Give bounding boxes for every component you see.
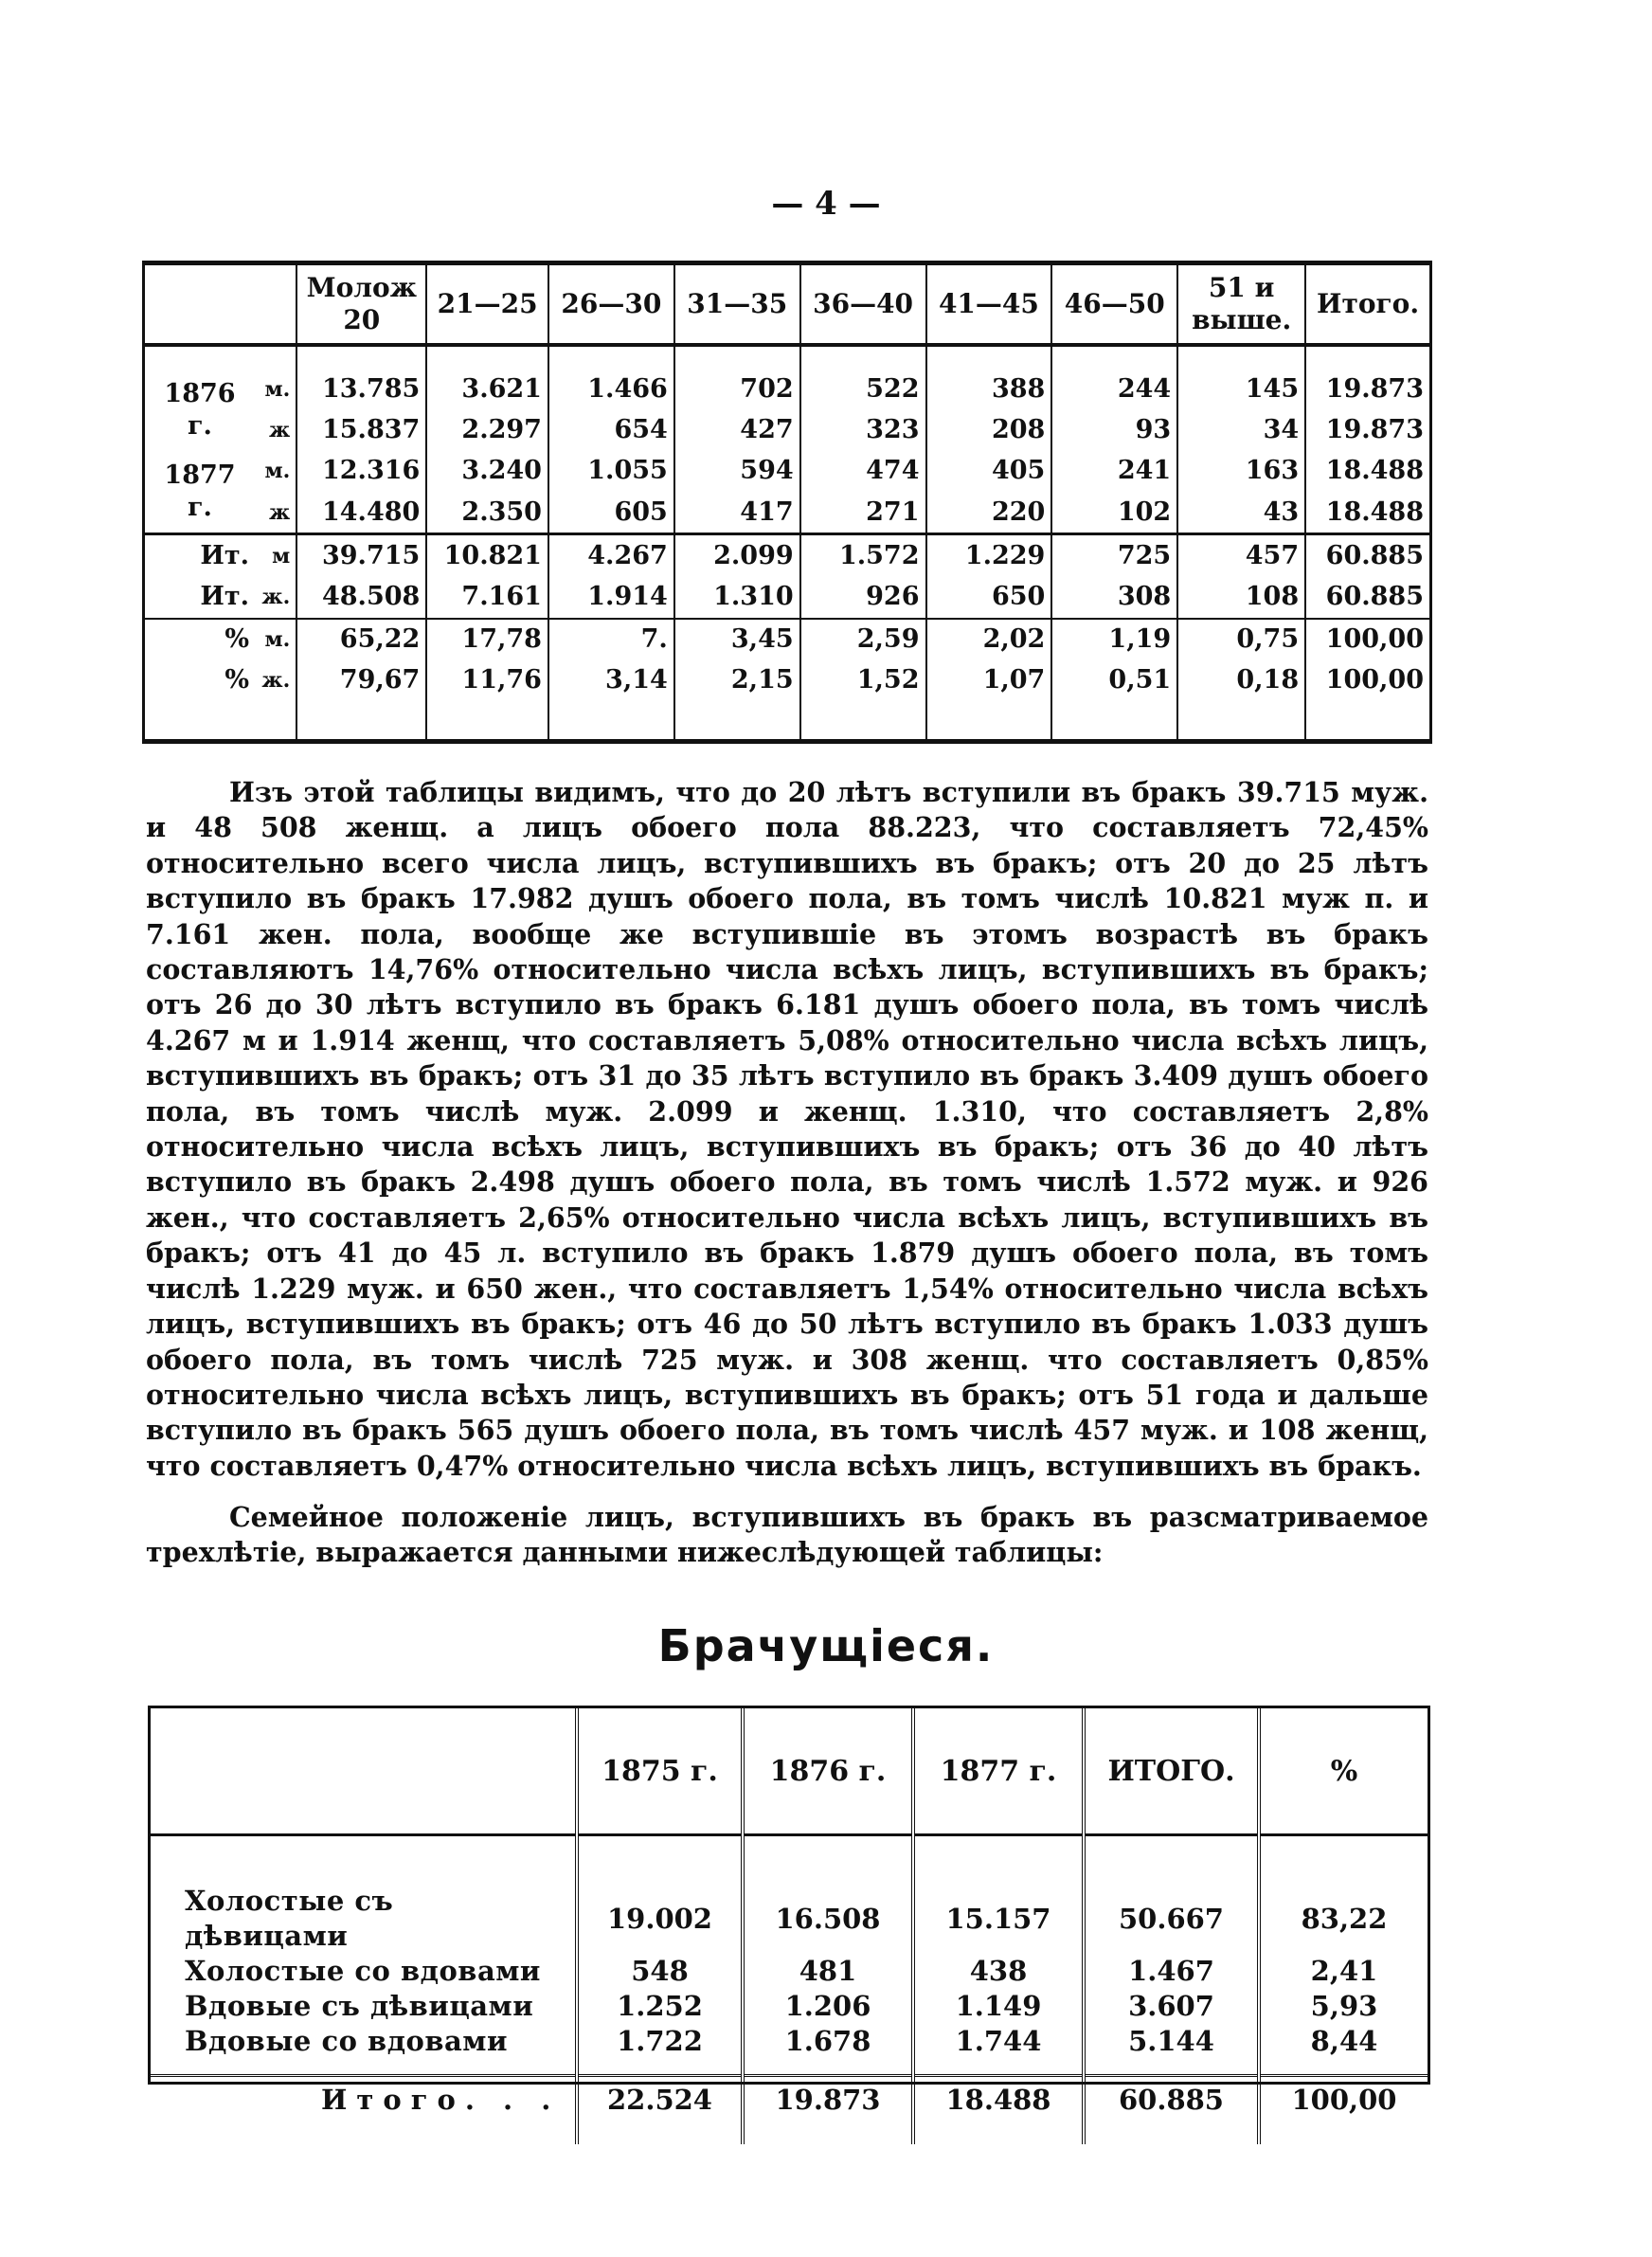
table-cell: 17,78 — [426, 619, 548, 660]
table-cell: 48.508 — [296, 577, 426, 619]
corner-cell — [151, 1708, 577, 1835]
table-cell: 241 — [1051, 451, 1177, 492]
col-header: 21—25 — [426, 265, 548, 345]
table-cell: 3.621 — [426, 370, 548, 410]
table-cell: 522 — [800, 370, 926, 410]
table-cell: 605 — [548, 492, 674, 534]
table-cell: 34 — [1177, 410, 1305, 451]
table-heading: Брачущіеся. — [657, 1620, 995, 1671]
table-cell: 1,52 — [800, 660, 926, 701]
table-cell: 1.466 — [548, 370, 674, 410]
year-label: 1876 г. — [164, 378, 236, 441]
table-cell: 19.873 — [1305, 370, 1429, 410]
table-row — [151, 2024, 1428, 2059]
table-cell: 100,00 — [1305, 660, 1429, 701]
table-cell: 7.161 — [426, 577, 548, 619]
col-header: 1876 г. — [743, 1708, 913, 1835]
table-cell: 102 — [1051, 492, 1177, 534]
table-cell: 5.144 — [1084, 2024, 1259, 2059]
table-cell: 1.744 — [913, 2024, 1084, 2059]
table-cell: 457 — [1177, 534, 1305, 577]
table-row — [151, 1835, 1428, 1955]
table-cell: 548 — [577, 1954, 743, 1989]
table-cell: 208 — [926, 410, 1052, 451]
table-cell: 79,67 — [296, 660, 426, 701]
table-cell: 16.508 — [743, 1835, 913, 1955]
table-cell: 5,93 — [1259, 1989, 1428, 2024]
table-row — [145, 619, 1429, 660]
table-cell: 926 — [800, 577, 926, 619]
table-cell: 702 — [674, 370, 800, 410]
table-cell: 650 — [926, 577, 1052, 619]
table-cell: 323 — [800, 410, 926, 451]
table-cell: 220 — [926, 492, 1052, 534]
col-header: 46—50 — [1051, 265, 1177, 345]
table-cell: 19.873 — [743, 2076, 913, 2145]
total-label: Итого. . . — [151, 2076, 577, 2145]
col-header: Итого. — [1305, 265, 1429, 345]
paragraph-intro: Семейное положеніе лицъ, вступившихъ въ бракъ въ разсматриваемое трехлѣтіе, выражается данными нижеслѣдующей таблицы: — [146, 1501, 1428, 1569]
table-cell: 100,00 — [1259, 2076, 1428, 2145]
sex-label: м. — [264, 459, 291, 484]
table-cell: 1.252 — [577, 1989, 743, 2024]
table-cell: 2,15 — [674, 660, 800, 701]
table-cell: 427 — [674, 410, 800, 451]
row-label: Вдовые съ дѣвицами — [185, 1990, 534, 2022]
marital-status-table — [148, 1706, 1430, 2116]
sex-label: м. — [255, 619, 296, 660]
table-cell: 0,75 — [1177, 619, 1305, 660]
table-cell: 271 — [800, 492, 926, 534]
table-cell: 4.267 — [548, 534, 674, 577]
table-cell: 93 — [1051, 410, 1177, 451]
table-row — [145, 492, 1429, 534]
col-header: 26—30 — [548, 265, 674, 345]
row-label: Ит. — [145, 534, 255, 577]
col-header: Молож 20 — [296, 265, 426, 345]
table-cell: 1,19 — [1051, 619, 1177, 660]
row-label: Вдовые со вдовами — [185, 2025, 509, 2057]
corner-cell — [145, 265, 296, 345]
table-row — [145, 577, 1429, 619]
table-cell: 18.488 — [1305, 451, 1429, 492]
col-header: 36—40 — [800, 265, 926, 345]
col-header: 1875 г. — [577, 1708, 743, 1835]
total-row — [151, 2076, 1428, 2145]
table-cell: 60.885 — [1305, 534, 1429, 577]
table-cell: 1.055 — [548, 451, 674, 492]
table-cell: 13.785 — [296, 370, 426, 410]
table-cell: 2,41 — [1259, 1954, 1428, 1989]
table-cell: 474 — [800, 451, 926, 492]
table-cell: 39.715 — [296, 534, 426, 577]
col-header: 51 и выше. — [1177, 265, 1305, 345]
paragraph-analysis: Изъ этой таблицы видимъ, что до 20 лѣтъ вступили въ бракъ 39.715 муж. и 48 508 женщ. а лицъ обоего пола 88.223, что составляетъ 72,45% относительно всего числа лицъ, вступившихъ въ бракъ; отъ 20 до 25 лѣтъ вступило въ бракъ 17.982 душъ обоего пола, въ томъ числѣ 10.821 муж п. и 7.161 жен. пола, вообще же вступившіе въ этомъ возрастѣ въ бракъ составляютъ 14,76% относительно числа всѣхъ лицъ, вступившихъ въ бракъ; отъ 26 до 30 лѣтъ вступило въ бракъ 6.181 душъ обоего пола, въ томъ числѣ 4.267 м и 1.914 женщ, что составляетъ 5,08% относительно числа всѣхъ лицъ, вступившихъ въ бракъ; отъ 31 до 35 лѣтъ вступило въ бракъ 3.409 душъ обоего пола, въ томъ числѣ муж. 2.099 и женщ. 1.310, что составляетъ 2,8% относительно числа всѣхъ лицъ, вступившихъ въ бракъ; отъ 36 до 40 лѣтъ вступило въ бракъ 2.498 душъ обоего пола, въ томъ числѣ 1.572 муж. и 926 жен., что составляетъ 2,65% относительно числа всѣхъ лицъ, вступившихъ въ бракъ; отъ 41 до 45 л. вступило въ бракъ 1.879 душъ обоего пола, въ томъ числѣ 1.229 муж. и 650 жен., что составляетъ 1,54% относительно числа всѣхъ лицъ, вступившихъ въ бракъ; отъ 46 до 50 лѣтъ вступило въ бракъ 1.033 душъ обоего пола, въ томъ числѣ 725 муж. и 308 женщ. что составляетъ 0,85% относительно числа всѣхъ лицъ, вступившихъ въ бракъ; отъ 51 года и дальше вступило въ бракъ 565 душъ обоего пола, въ томъ числѣ 457 муж. и 108 женщ, что составляетъ 0,47% относительно числа всѣхъ лицъ, вступившихъ въ бракъ. — [146, 776, 1428, 1482]
table-cell: 100,00 — [1305, 619, 1429, 660]
table-cell: 2,59 — [800, 619, 926, 660]
table-cell: 725 — [1051, 534, 1177, 577]
col-header: 41—45 — [926, 265, 1052, 345]
table-cell: 18.488 — [1305, 492, 1429, 534]
table-cell: 2.297 — [426, 410, 548, 451]
table-cell: 2.099 — [674, 534, 800, 577]
table-cell: 19.873 — [1305, 410, 1429, 451]
sex-label: м — [255, 534, 296, 577]
table-cell: 8,44 — [1259, 2024, 1428, 2059]
row-label: Ит. — [200, 582, 249, 612]
table-cell: 3,14 — [548, 660, 674, 701]
page-number: — 4 — — [771, 185, 881, 223]
sex-label: м. — [264, 377, 291, 403]
table-cell: 1.467 — [1084, 1954, 1259, 1989]
table-cell: 83,22 — [1259, 1835, 1428, 1955]
table-cell: 1.229 — [926, 534, 1052, 577]
col-header: ИТОГО. — [1084, 1708, 1259, 1835]
table-cell: 0,51 — [1051, 660, 1177, 701]
table-cell: 1.678 — [743, 2024, 913, 2059]
table-cell: 2.350 — [426, 492, 548, 534]
table-cell: 3,45 — [674, 619, 800, 660]
table-cell: 65,22 — [296, 619, 426, 660]
table-cell: 145 — [1177, 370, 1305, 410]
col-header: % — [1259, 1708, 1428, 1835]
row-label: % — [224, 665, 249, 695]
table-cell: 50.667 — [1084, 1835, 1259, 1955]
table-cell: 417 — [674, 492, 800, 534]
table-row — [145, 370, 1429, 410]
table-cell: 15.157 — [913, 1835, 1084, 1955]
table-cell: 60.885 — [1305, 577, 1429, 619]
table-cell: 12.316 — [296, 451, 426, 492]
table-cell: 654 — [548, 410, 674, 451]
table-cell: 1.914 — [548, 577, 674, 619]
table-cell: 163 — [1177, 451, 1305, 492]
table-cell: 1.206 — [743, 1989, 913, 2024]
table-cell: 1.722 — [577, 2024, 743, 2059]
table-cell: 3.240 — [426, 451, 548, 492]
table-cell: 0,18 — [1177, 660, 1305, 701]
table-cell: 388 — [926, 370, 1052, 410]
row-label: Холостые со вдовами — [185, 1955, 541, 1987]
table-row — [145, 660, 1429, 701]
table-cell: 11,76 — [426, 660, 548, 701]
table-cell: 60.885 — [1084, 2076, 1259, 2145]
row-label: Холостые съ дѣвицами — [185, 1885, 394, 1952]
table-cell: 1.310 — [674, 577, 800, 619]
table-row — [145, 451, 1429, 492]
table-cell: 18.488 — [913, 2076, 1084, 2145]
table-row — [151, 1989, 1428, 2024]
table-cell: 308 — [1051, 577, 1177, 619]
table-cell: 22.524 — [577, 2076, 743, 2145]
row-label: % — [145, 619, 255, 660]
table-cell: 19.002 — [577, 1835, 743, 1955]
table-cell: 481 — [743, 1954, 913, 1989]
table-cell: 594 — [674, 451, 800, 492]
table-cell: 10.821 — [426, 534, 548, 577]
table-cell: 1.149 — [913, 1989, 1084, 2024]
table-cell: 244 — [1051, 370, 1177, 410]
col-header: 1877 г. — [913, 1708, 1084, 1835]
year-label: 1877 г. — [164, 460, 236, 523]
sex-label: ж. — [261, 585, 291, 610]
table-cell: 405 — [926, 451, 1052, 492]
table-cell: 108 — [1177, 577, 1305, 619]
table-row — [145, 534, 1429, 577]
sex-label: ж — [269, 499, 291, 525]
table-cell: 43 — [1177, 492, 1305, 534]
age-marriage-table — [142, 261, 1432, 744]
table-cell: 15.837 — [296, 410, 426, 451]
sex-label: ж — [269, 418, 291, 443]
col-header: 31—35 — [674, 265, 800, 345]
table-cell: 2,02 — [926, 619, 1052, 660]
table-cell: 14.480 — [296, 492, 426, 534]
sex-label: ж. — [261, 668, 291, 694]
table-cell: 1.572 — [800, 534, 926, 577]
table-cell: 438 — [913, 1954, 1084, 1989]
table-row — [151, 1954, 1428, 1989]
table-cell: 1,07 — [926, 660, 1052, 701]
table-cell: 7. — [548, 619, 674, 660]
table-row — [145, 410, 1429, 451]
table-cell: 3.607 — [1084, 1989, 1259, 2024]
